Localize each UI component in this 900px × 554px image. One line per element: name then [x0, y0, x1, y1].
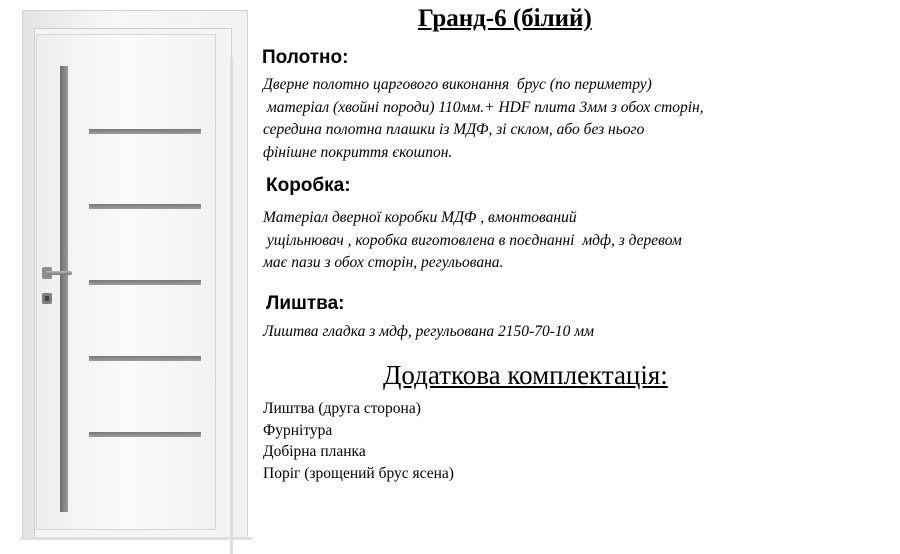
horizontal-glass-strip: [89, 432, 201, 437]
section-heading-korobka: Коробка:: [266, 175, 351, 196]
list-item: Фурнітура: [263, 421, 333, 439]
section-heading-lyshtva: Лиштва:: [266, 293, 345, 314]
horizontal-glass-strip: [89, 129, 201, 134]
section-body-lyshtva: Лиштва гладка з мдф, регульована 2150-70-10 мм: [263, 323, 595, 340]
vertical-glass-insert: [60, 66, 68, 512]
section-heading-polotno: Полотно:: [262, 47, 349, 68]
horizontal-glass-strip: [89, 204, 201, 209]
door-leaf: [36, 34, 216, 530]
list-item: Лиштва (друга сторона): [263, 400, 421, 417]
section-body-korobka: Матеріал дверної коробки МДФ , вмонтований ущільнювач , коробка виготовлена в поєднанні мдф, з деревом має пази з обох сторін, регульована.: [263, 209, 682, 271]
horizontal-glass-strip: [89, 356, 201, 361]
lock-icon: [42, 293, 52, 304]
list-item: Добірна планка: [263, 443, 366, 460]
section-body-polotno: Дверне полотно царгового виконання брус (по периметру) матеріал (хвойні породи) 110мм.+ HDF плита 3мм з обох сторін, середина полотна плашки із МДФ, зі склом, або без нього фінішне покриття єкошпон.: [263, 76, 704, 161]
door-image: [20, 10, 252, 540]
horizontal-glass-strip: [89, 280, 201, 285]
list-item: Поріг (зрощений брус ясена): [263, 464, 454, 482]
page-title: Гранд-6 (білий): [418, 5, 592, 32]
extra-heading: Додаткова комплектація:: [383, 360, 668, 390]
leaf-edge: [230, 58, 233, 554]
extra-list: [263, 398, 454, 484]
door-handle-icon: [46, 271, 72, 275]
